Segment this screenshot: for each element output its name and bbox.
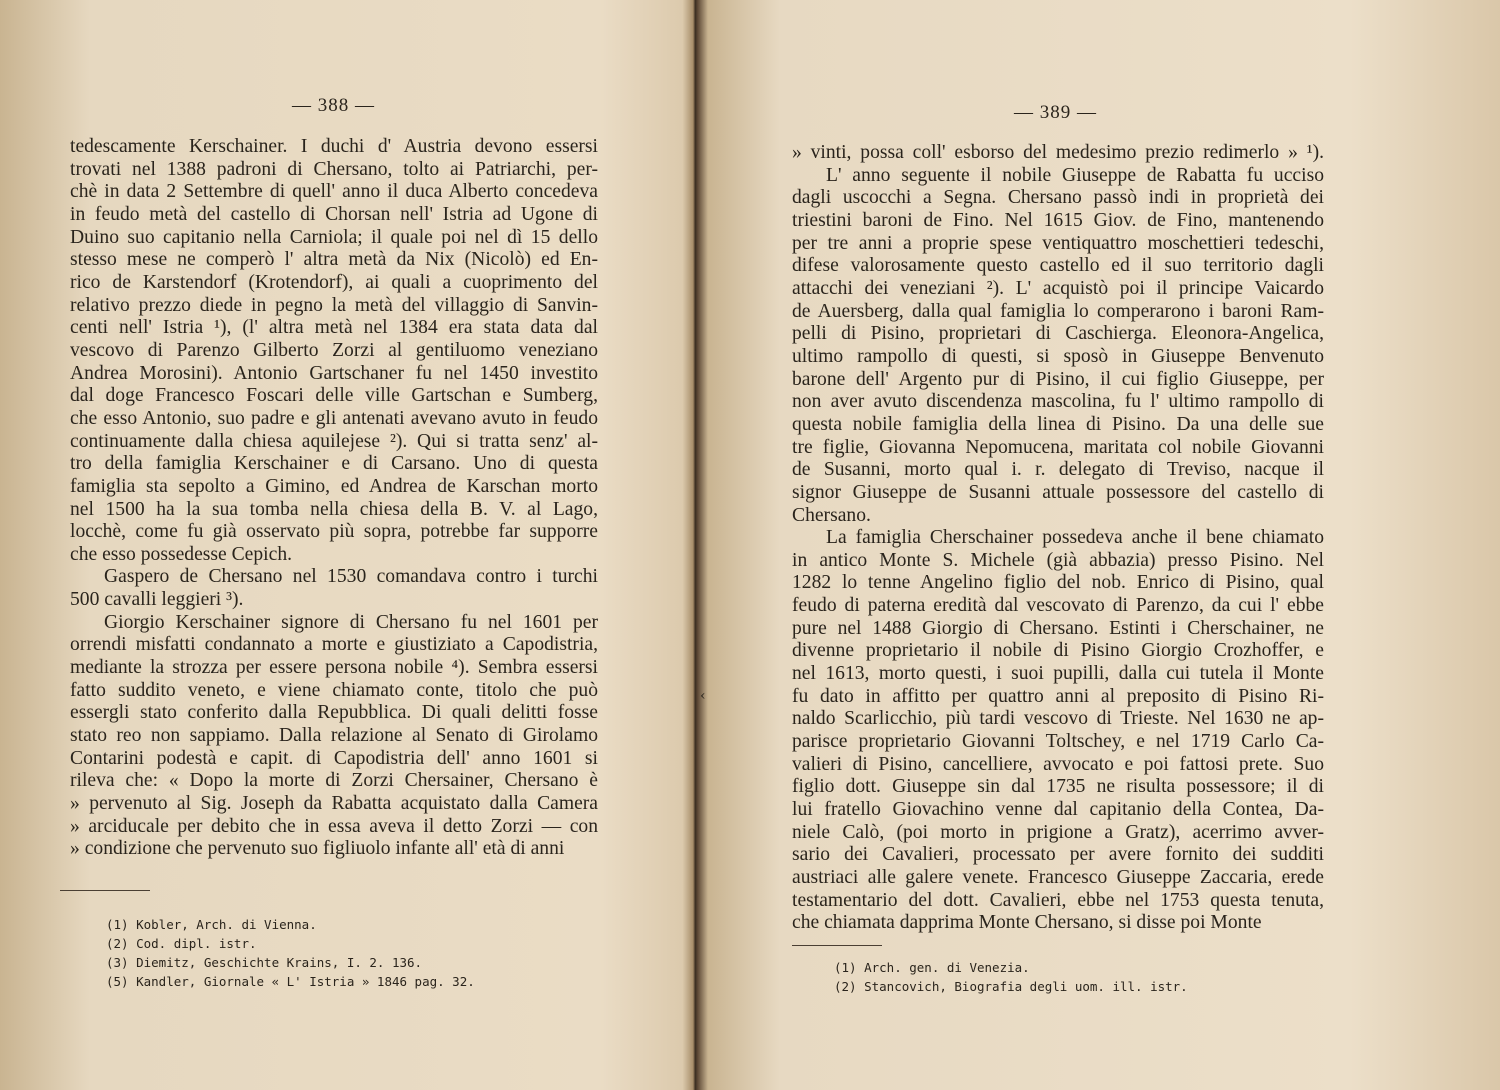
text-line: che esso Antonio, suo padre e gli antenati avevano avuto in feudo [70,407,598,429]
footnote: (2) Cod. dipl. istr. [106,936,257,951]
text-line: 1282 lo tenne Angelino figlio del nob. Enrico di Pisino, qual [792,572,1324,594]
text-line: Contarini podestà e capit. di Capodistria dell' anno 1601 si [70,747,598,769]
text-line: nel 1613, morto questi, i suoi pupilli, dalla cui tutela il Monte [792,663,1324,685]
text-line: dal doge Francesco Foscari delle ville Gartschan e Sumberg, [70,385,598,407]
text-line: triestini baroni de Fino. Nel 1615 Giov. de Fino, mantenendo [792,209,1324,231]
text-line: Chersano. [792,504,871,526]
text-line: feudo di paterna eredità dal vescovato di Parenzo, da cui l' ebbe [792,595,1324,617]
text-line: tre figlie, Giovanna Nepomucena, maritata col nobile Giovanni [792,436,1324,458]
text-line: » vinti, possa coll' esborso del medesimo prezio redimerlo » ¹). [792,142,1324,163]
text-line: per tre anni a proprie spese ventiquattro moschettieri tedeschi, [792,232,1324,254]
text-line: tro della famiglia Kerschainer e di Carsano. Uno di questa [70,453,598,475]
text-line: pure nel 1488 Giorgio di Chersano. Estinti i Cherschainer, ne [792,617,1324,639]
text-line: lui fratello Giovachino venne dal capitanio della Contea, Da- [792,799,1324,821]
text-line: pelli di Pisino, proprietari di Caschierga. Eleonora-Angelica, [792,323,1324,345]
footnotes [106,915,475,991]
text-line: 500 cavalli leggieri ³). [70,589,244,611]
text-line: famiglia sta sepolto a Gimino, ed Andrea de Karschan morto [70,475,598,497]
text-line: continuamente dalla chiesa aquilejese ²). Qui si tratta senz' al- [70,430,598,452]
text-line: rico de Karstendorf (Krotendorf), ai quali a cuoprimento del [70,271,598,293]
text-line: essergli stato conferito dalla Repubblica. Di quali delitti fosse [70,702,598,724]
text-line: fu dato in affitto per quattro anni al preposito di Pisino Ri- [792,685,1324,707]
footnotes [834,958,1188,996]
text-line: La famiglia Cherschainer possedeva anche il bene chiamato [826,527,1324,549]
footnote-divider [792,945,882,946]
text-line: difese valorosamente questo castello ed il suo territorio dagli [792,255,1324,277]
text-line: testamentario del dott. Cavalieri, ebbe nel 1753 questa tenuta, [792,889,1324,911]
text-line: Duino suo capitanio nella Carniola; il quale poi nel dì 15 dello [70,226,598,248]
text-line: che chiamata dapprima Monte Chersano, si disse poi Monte [792,912,1262,934]
text-line: in feudo metà del castello di Chorsan nell' Istria ad Ugone di [70,203,598,225]
text-line: figlio dott. Giuseppe sin dal 1735 ne risulta possessore; il di [792,776,1324,798]
footnote: (3) Diemitz, Geschichte Krains, I. 2. 136. [106,955,423,970]
text-line: tedescamente Kerschainer. I duchi d' Austria devono essersi [70,136,598,157]
text-line: » pervenuto al Sig. Joseph da Rabatta acquistato dalla Camera [70,793,598,815]
page-body-text [792,142,1324,935]
text-line: stato reo non sappiamo. Dalla relazione al Senato di Girolamo [70,725,598,747]
page-number: — 389 — [1014,102,1097,123]
text-line: niele Calò, (poi morto in prigione a Gratz), acerrimo avver- [792,821,1324,843]
right-page [700,0,1500,1090]
text-line: relativo prezzo diede in pegno la metà del villaggio di Sanvin- [70,294,598,316]
text-line: centi nell' Istria ¹), (l' altra metà nel 1384 era stata data dal [70,317,598,339]
text-line: sario dei Cavalieri, processato per avere fornito dei sudditi [792,844,1324,866]
text-line: stesso mese ne comperò l' altra metà da Nix (Nicolò) ed En- [70,249,598,271]
text-line: » arciducale per debito che in essa aveva il detto Zorzi — con [70,815,598,837]
text-line: de Susanni, morto qual i. r. delegato di Treviso, nacque il [792,459,1324,481]
text-line: parisce proprietario Giovanni Toltschey, e nel 1719 Carlo Ca- [792,731,1324,753]
text-line: trovati nel 1388 padroni di Chersano, tolto ai Patriarchi, per- [70,158,598,180]
text-line: de Auersberg, dalla qual famiglia lo comperarono i baroni Ram- [792,300,1324,322]
text-line: ultimo rampollo di questi, si sposò in Giuseppe Benvenuto [792,345,1324,367]
text-line: chè in data 2 Settembre di quell' anno il duca Alberto concedeva [70,181,598,203]
text-line: nel 1500 ha la sua tomba nella chiesa della B. V. al Lago, [70,498,598,520]
text-line: signor Giuseppe de Susanni attuale possessore del castello di [792,481,1324,503]
text-line: L' anno seguente il nobile Giuseppe de Rabatta fu ucciso [826,164,1324,186]
text-line: locchè, come fu già osservato più sopra, potrebbe far supporre [70,521,598,543]
text-line: » condizione che pervenuto suo figliuolo infante all' età di anni [70,838,565,860]
text-line: che esso possedesse Cepich. [70,543,293,565]
footnote: (1) Arch. gen. di Venezia. [834,960,1030,975]
text-line: barone dell' Argento pur di Pisino, il cui figlio Giuseppe, per [792,368,1324,390]
page-body-text [70,136,598,861]
text-line: vescovo di Parenzo Gilberto Zorzi al gentiluomo veneziano [70,339,598,361]
text-line: mediante la strozza per essere persona nobile ⁴). Sembra essersi [70,657,598,679]
text-line: orrendi misfatti condannato a morte e giustiziato a Capodistria, [70,634,598,656]
footnote: (2) Stancovich, Biografia degli uom. ill. istr. [834,979,1188,994]
text-line: dagli uscocchi a Segna. Chersano passò indi in proprietà dei [792,187,1324,209]
text-line: fatto suddito veneto, e viene chiamato conte, titolo che può [70,679,598,701]
text-line: questa nobile famiglia della linea di Pisino. Da una delle sue [792,413,1324,435]
text-line: austriaci alle galere venete. Francesco Giuseppe Zaccaria, erede [792,867,1324,888]
page-number: — 388 — [292,95,375,116]
text-line: valieri di Pisino, cancelliere, avvocato e poi fattosi prete. Suo [792,753,1324,775]
text-line: attacchi dei veneziani ²). L' acquistò poi il principe Vaicardo [792,277,1324,299]
text-line: Giorgio Kerschainer signore di Chersano fu nel 1601 per [104,611,598,633]
text-line: in antico Monte S. Michele (già abbazia) presso Pisino. Nel [792,549,1324,571]
text-line: non aver avuto discendenza mascolina, fu l' ultimo rampollo di [792,391,1324,413]
left-page [0,0,690,1090]
text-line: Gaspero de Chersano nel 1530 comandava contro i turchi [104,566,598,588]
text-line: naldo Scarlicchio, più tardi vescovo di Trieste. Nel 1630 ne ap- [792,708,1324,730]
footnote-divider [60,890,150,891]
margin-mark: ‹ [700,688,706,704]
footnote: (1) Kobler, Arch. di Vienna. [106,917,317,932]
footnote: (5) Kandler, Giornale « L' Istria » 1846 pag. 32. [106,974,475,989]
text-line: rileva che: « Dopo la morte di Zorzi Chersainer, Chersano è [70,770,598,792]
text-line: Andrea Morosini). Antonio Gartschaner fu nel 1450 investito [70,362,598,384]
text-line: divenne proprietario il nobile di Pisino Giorgio Crozhoffer, e [792,640,1324,662]
